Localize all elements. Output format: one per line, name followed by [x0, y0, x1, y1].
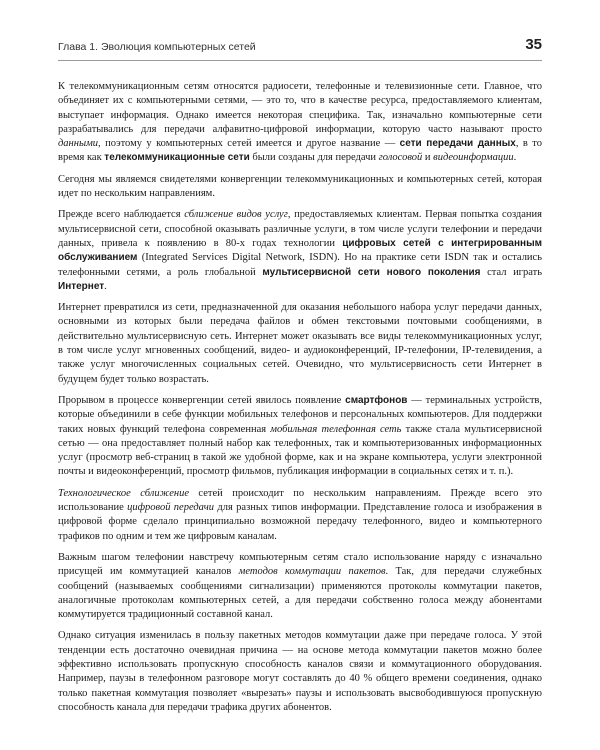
italic-term: Технологическое сближение	[58, 487, 189, 499]
paragraph	[58, 208, 542, 294]
italic-term: мобильная телефонная сеть	[270, 423, 402, 435]
italic-term: сближение видов услуг	[184, 209, 288, 221]
italic-term: данными	[58, 138, 99, 150]
italic-term: методов коммутации пакетов	[238, 566, 386, 578]
text-run: — терминальных устройств, которые объединили в себе функции мобильных телефонов и персональных компьютеров. Для поддержки таких новых функций телефона современная	[58, 394, 542, 435]
italic-term: голосовой	[378, 152, 423, 164]
text-run: Прежде всего наблюдается	[58, 209, 185, 221]
text-run: Прорывом в процессе конвергенции сетей явилось появление	[58, 394, 346, 406]
bold-term: сети передачи данных	[399, 138, 516, 150]
text-run: также стала мультисервисной сетью — она предоставляет полный набор как телефонных, так и компьютеризованных информационных услуг (просмотр веб-страниц в такой же удобной форме, как и на экране компьютера, услуги электронной почты и видеоконференций, просмотр фильмов, публикация информации в социальных сетях и т. п.).	[58, 423, 542, 478]
text-run: . Так, для передачи служебных сообщений (называемых сообщениями сигнализации) применяются протоколы коммутации пакетов, аналогичные протоколам компьютерных сетей, а для передачи собственно голоса между абонентами коммутируется традиционный составной канал.	[58, 566, 542, 621]
paragraph	[58, 173, 542, 202]
bold-term: смартфонов	[345, 394, 408, 406]
paragraph	[58, 80, 542, 166]
text-run: , в то время как	[58, 138, 542, 164]
text-run: .	[513, 152, 517, 164]
page-number: 35	[525, 36, 542, 53]
text-run: .	[104, 280, 107, 292]
italic-term: цифровой передачи	[127, 502, 215, 514]
text-run: и	[422, 152, 434, 164]
text-run: были созданы для передачи	[249, 152, 379, 164]
bold-term: цифровых сетей с интегрированным обслуживанием	[58, 237, 543, 264]
text-run: (Integrated Services Digital Network, ISDN). Но на практике сети ISDN так и остались телефонными сетями, а роль глобальной	[58, 252, 542, 278]
bold-term: телекоммуникационные сети	[104, 152, 250, 164]
bold-term: Интернет	[58, 280, 105, 292]
text-run: Однако ситуация изменилась в пользу пакетных методов коммутации даже при передаче голоса. У этой тенденции есть достаточно очевидная причина — на основе метода коммутации пакетов можно более эффективно использовать пропускную способность каналов связи и коммутационного оборудования. Например, паузы в телефонном разговоре могут составлять до 40 % общего времени соединения, однако только пакетная коммутация позволяет «вырезать» паузы и использовать высвободившуюся пропускную способность канала для передачи трафика других абонентов.	[58, 630, 542, 713]
page-body	[58, 80, 542, 722]
paragraph	[58, 394, 542, 480]
text-run: , поэтому у компьютерных сетей имеется и другое название —	[98, 138, 400, 150]
bold-term: мультисервисной сети нового поколения	[262, 266, 481, 278]
paragraph	[58, 487, 542, 544]
text-run: , предоставляемых клиентам. Первая попытка создания мультисервисной сети, способной оказывать различные услуги, в том числе услуги телефонии и передачи данных, привела к появлению в 80-х годах технологии	[58, 209, 542, 249]
running-head: Глава 1. Эволюция компьютерных сетей	[58, 41, 256, 53]
paragraph	[58, 551, 542, 622]
paragraph	[58, 629, 542, 715]
text-run: Важным шагом телефонии навстречу компьютерным сетям стало использование наряду с изначально присущей им коммутацией каналов	[58, 551, 542, 578]
paragraph	[58, 301, 542, 387]
page-header	[58, 38, 542, 61]
text-run: Сегодня мы являемся свидетелями конвергенции телекоммуникационных и компьютерных сетей, которая идет по нескольким направлениям.	[58, 173, 542, 200]
text-run: стал играть	[480, 266, 543, 278]
italic-term: видеоинформации	[433, 152, 514, 164]
text-run: для разных типов информации. Представление голоса и изображения в цифровой форме сделало принципиально возможной передачу телефонного, видео и компьютерного трафиков по одним и тем же цифровым каналам.	[58, 502, 542, 542]
text-run: Интернет превратился из сети, предназначенной для оказания небольшого набора услуг передачи данных, основными из которых были передача файлов и обмен текстовыми почтовыми сообщениями, в действительно мультисервисную сеть. Интернет может оказывать все виды телекоммуникационных услуг, в том числе услуг мгновенных сообщений, видео- и аудиоконференций, IP-телефонии, IP-телевидения, а также услуг многочисленных социальных сетей. Очевидно, что мультисервисность сети Интернет в будущем будет только возрастать.	[58, 302, 542, 385]
text-run: сетей происходит по нескольким направлениям. Прежде всего это использование	[58, 487, 542, 514]
text-run: К телекоммуникационным сетям относятся радиосети, телефонные и телевизионные сети. Главное, что объединяет их с компьютерными сетями, — это то, что в качестве ресурса, предоставляемого клиентам, выступает информация. Однако имеется некоторая специфика. Так, изначально компьютерные сети разрабатывались для передачи алфавитно-цифровой информации, которую часто называют просто	[58, 81, 542, 135]
